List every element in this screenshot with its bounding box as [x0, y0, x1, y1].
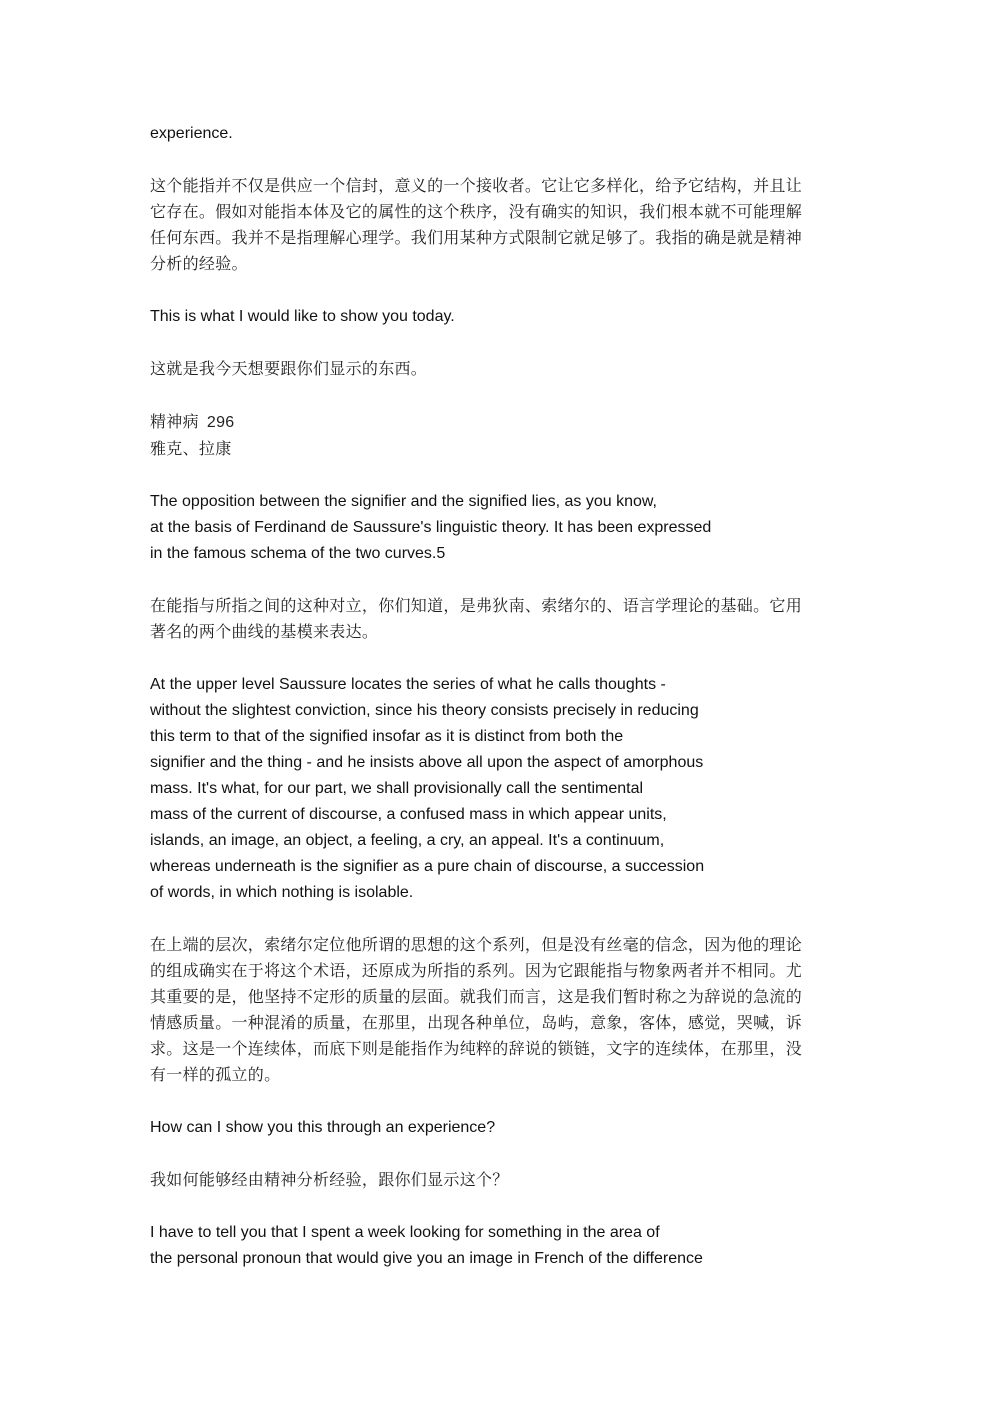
text-line: 在上端的层次，索绪尔定位他所谓的思想的这个系列，但是没有丝毫的信念，因为他的理论	[150, 935, 803, 954]
text-line: 有一样的孤立的。	[150, 1065, 281, 1084]
text-line: How can I show you this through an experience?	[150, 1119, 496, 1136]
header-title: 精神病	[150, 412, 199, 431]
text-line: 在能指与所指之间的这种对立，你们知道，是弗狄南、索绪尔的、语言学理论的基础。它用	[150, 596, 803, 615]
text-line: This is what I would like to show you today.	[150, 308, 455, 325]
paragraph-chinese-2	[150, 356, 850, 382]
text-line: 求。这是一个连续体，而底下则是能指作为纯粹的辞说的锁链，文字的连续体，在那里，没	[150, 1039, 803, 1058]
text-line: At the upper level Saussure locates the series of what he calls thoughts -	[150, 676, 666, 693]
page-content	[150, 121, 850, 1272]
text-line: 这就是我今天想要跟你们显示的东西。	[150, 359, 428, 378]
text-line: I have to tell you that I spent a week looking for something in the area of	[150, 1224, 660, 1241]
paragraph-english-2	[150, 304, 850, 330]
text-line: without the slightest conviction, since his theory consists precisely in reducing	[150, 702, 699, 719]
paragraph-english-5	[150, 1115, 850, 1141]
text-line: 情感质量。一种混淆的质量，在那里，出现各种单位，岛屿，意象，客体，感觉，哭喊，诉	[150, 1013, 803, 1032]
paragraph-english-6	[150, 1220, 850, 1272]
text-line: signifier and the thing - and he insists above all upon the aspect of amorphous	[150, 754, 704, 771]
paragraph-english-4	[150, 672, 850, 906]
running-header	[150, 409, 850, 462]
paragraph-chinese-1	[150, 173, 850, 277]
text-line: 分析的经验。	[150, 254, 248, 273]
text-line: experience.	[150, 125, 233, 142]
text-line: mass of the current of discourse, a confused mass in which appear units,	[150, 806, 667, 823]
text-line: 它存在。假如对能指本体及它的属性的这个秩序，没有确实的知识，我们根本就不可能理解	[150, 202, 803, 221]
paragraph-chinese-5	[150, 1167, 850, 1193]
text-line: in the famous schema of the two curves.5	[150, 545, 446, 562]
text-line: 我如何能够经由精神分析经验，跟你们显示这个？	[150, 1170, 509, 1189]
text-line: 其重要的是，他坚持不定形的质量的层面。就我们而言，这是我们暂时称之为辞说的急流的	[150, 987, 803, 1006]
paragraph-english-3	[150, 489, 850, 567]
paragraph-chinese-3	[150, 593, 850, 645]
paragraph-chinese-4	[150, 932, 850, 1088]
page-number: 296	[206, 414, 235, 431]
text-line: whereas underneath is the signifier as a pure chain of discourse, a succession	[150, 858, 705, 875]
text-line: 的组成确实在于将这个术语，还原成为所指的系列。因为它跟能指与物象两者并不相同。尤	[150, 961, 803, 980]
text-line: 著名的两个曲线的基模来表达。	[150, 622, 379, 641]
text-line: the personal pronoun that would give you an image in French of the difference	[150, 1250, 703, 1267]
text-line: of words, in which nothing is isolable.	[150, 884, 414, 901]
text-line: islands, an image, an object, a feeling, a cry, an appeal. It's a continuum,	[150, 832, 665, 849]
header-title-line	[150, 409, 850, 436]
text-line: mass. It's what, for our part, we shall provisionally call the sentimental	[150, 780, 644, 797]
paragraph-english-1	[150, 121, 850, 147]
text-line: 任何东西。我并不是指理解心理学。我们用某种方式限制它就足够了。我指的确是就是精神	[150, 228, 803, 247]
text-line: The opposition between the signifier and the signified lies, as you know,	[150, 493, 657, 510]
text-line: this term to that of the signified insofar as it is distinct from both the	[150, 728, 624, 745]
text-line: 这个能指并不仅是供应一个信封，意义的一个接收者。它让它多样化，给予它结构，并且让	[150, 176, 803, 195]
text-line: at the basis of Ferdinand de Saussure's linguistic theory. It has been expressed	[150, 519, 712, 536]
header-author: 雅克、拉康	[150, 439, 232, 458]
